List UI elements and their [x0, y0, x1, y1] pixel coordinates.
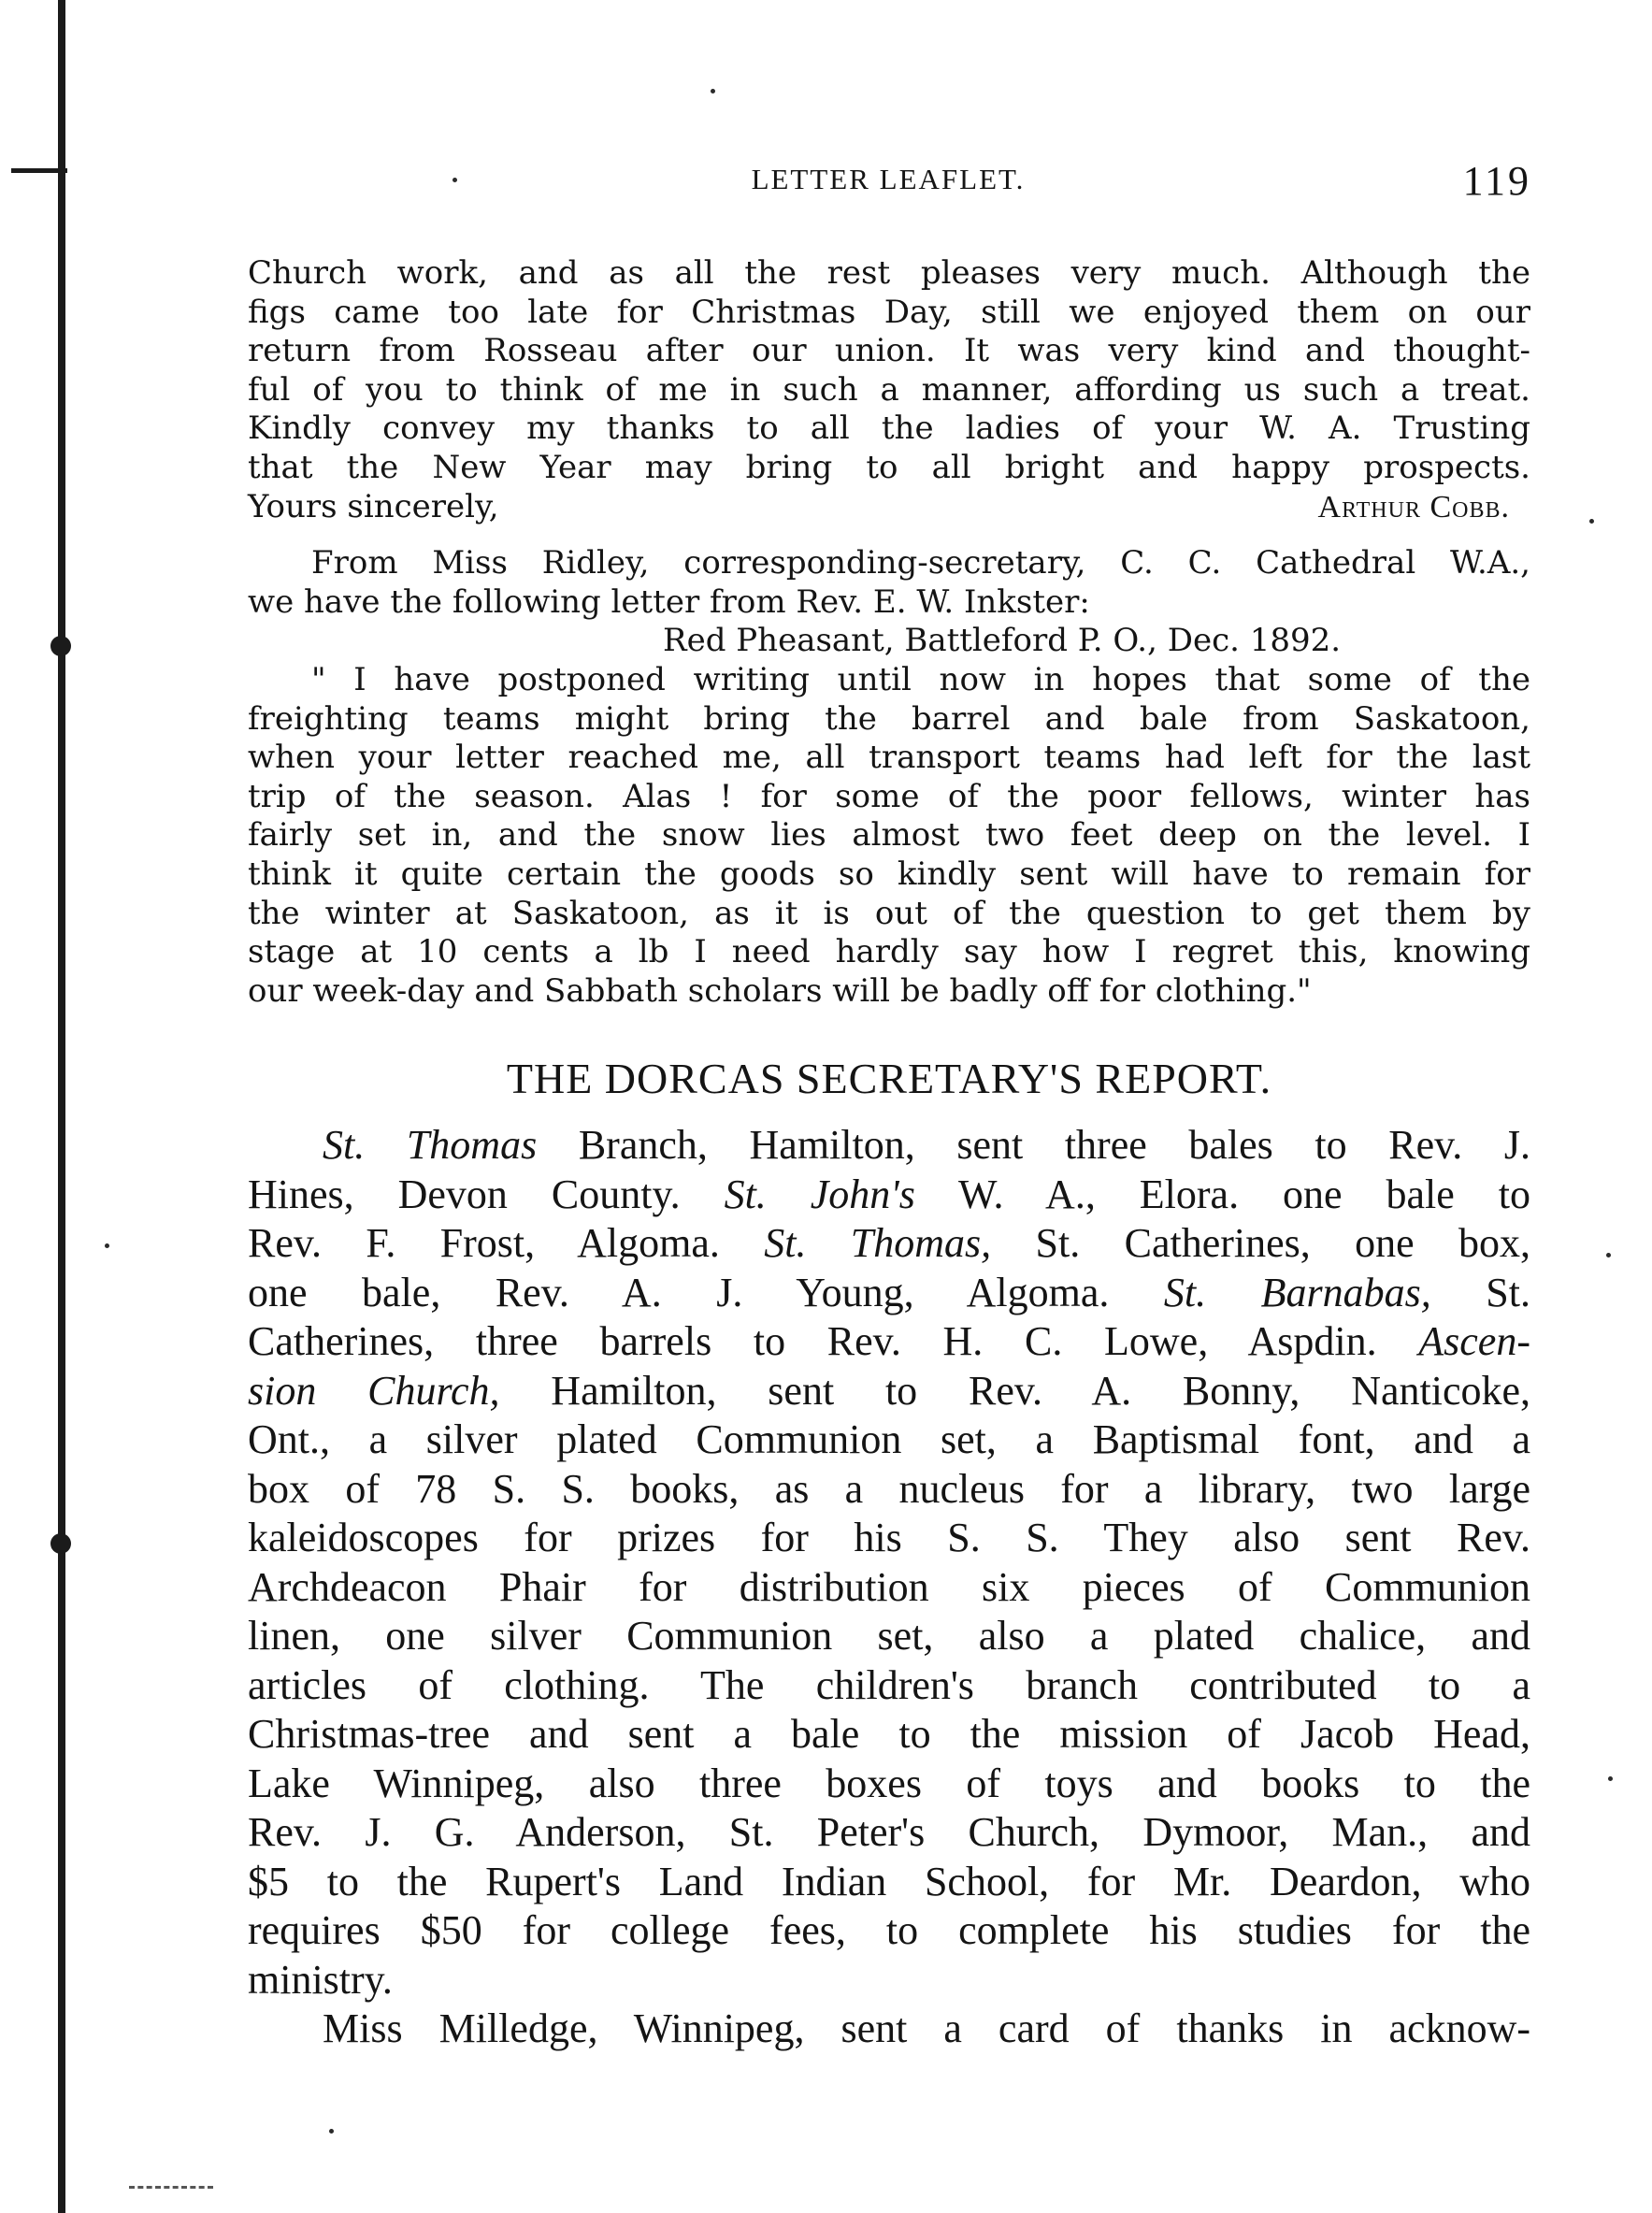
letter-signature: Arthur Cobb.	[1317, 489, 1510, 525]
branch-name: Ascen-	[1418, 1318, 1530, 1364]
report-line: Rev. F. Frost, Algoma. St. Thomas, St. Catherines, one box,	[248, 1220, 1531, 1266]
letter-line: ful of you to think of me in such a manner, affording us such a treat.	[248, 370, 1530, 409]
inkster-letter	[248, 622, 1530, 1011]
binding-mark	[11, 168, 67, 173]
letter-line: our week-day and Sabbath scholars will be badly off for clothing."	[248, 971, 1312, 1010]
letter-signoff	[248, 488, 1530, 527]
binding-blot	[50, 636, 71, 656]
speck	[329, 2129, 334, 2134]
letter-line: the winter at Saskatoon, as it is out of the question to get them by	[248, 894, 1530, 932]
branch-name: St. Barnabas,	[1163, 1269, 1431, 1315]
speck	[1606, 1253, 1611, 1257]
letter-line: Kindly convey my thanks to all the ladies of your W. A. Trusting	[248, 410, 1530, 448]
report-line: Christmas-tree and sent a bale to the mission of Jacob Head,	[248, 1711, 1530, 1757]
speck	[711, 89, 715, 93]
letter-dateline: Red Pheasant, Battleford P. O., Dec. 1892.	[663, 622, 1342, 660]
report-line: Ont., a silver plated Communion set, a Baptismal font, and a	[248, 1416, 1530, 1462]
letter-line: Church work, and as all the rest pleases very much. Although the	[248, 254, 1530, 292]
report-line: Miss Milledge, Winnipeg, sent a card of thanks in acknow-	[323, 2005, 1530, 2051]
intro-paragraph	[248, 544, 1530, 622]
binding-blot	[50, 1533, 71, 1554]
section-heading: THE DORCAS SECRETARY'S REPORT.	[506, 1055, 1272, 1102]
letter-line: fairly set in, and the snow lies almost two feet deep on the level. I	[248, 816, 1530, 855]
letter-line: think it quite certain the goods so kindly sent will have to remain for	[248, 855, 1530, 893]
letter-line: return from Rosseau after our union. It was very kind and thought-	[248, 332, 1530, 370]
intro-line: From Miss Ridley, corresponding-secretary, C. C. Cathedral W.A.,	[311, 544, 1530, 582]
branch-name: sion Church,	[248, 1367, 500, 1414]
report-line: Catherines, three barrels to Rev. H. C. Lowe, Aspdin. Ascen-	[248, 1318, 1530, 1364]
page-header	[243, 158, 1533, 209]
speck	[1589, 519, 1594, 524]
report-line: requires $50 for college fees, to complete his studies for the	[248, 1907, 1530, 1953]
report-line: Hines, Devon County. St. John's W. A., Elora. one bale to	[248, 1171, 1531, 1217]
branch-name: St. Thomas	[323, 1122, 538, 1168]
report-line: Lake Winnipeg, also three boxes of toys and books to the	[248, 1760, 1530, 1806]
report-line: box of 78 S. S. books, as a nucleus for a library, two large	[248, 1465, 1530, 1512]
bottom-dash-mark	[129, 2186, 213, 2189]
branch-name: St. John's	[724, 1171, 915, 1217]
dorcas-report	[248, 1121, 1530, 2054]
page-number: 119	[1462, 158, 1531, 204]
report-line: sion Church, Hamilton, sent to Rev. A. Bonny, Nanticoke,	[248, 1367, 1530, 1414]
report-line: kaleidoscopes for prizes for his S. S. They also sent Rev.	[248, 1515, 1530, 1560]
cobb-letter	[248, 254, 1530, 526]
report-line: St. Thomas Branch, Hamilton, sent three bales to Rev. J.	[323, 1122, 1530, 1168]
branch-name: St. Thomas,	[764, 1220, 992, 1266]
report-line: $5 to the Rupert's Land Indian School, for Mr. Deardon, who	[248, 1858, 1530, 1904]
letter-line: that the New Year may bring to all bright and happy prospects.	[248, 448, 1530, 486]
report-line: one bale, Rev. A. J. Young, Algoma. St. Barnabas, St.	[248, 1269, 1530, 1315]
letter-line: freighting teams might bring the barrel and bale from Saskatoon,	[248, 699, 1530, 738]
running-head: LETTER LEAFLET.	[751, 163, 1026, 195]
binding-edge	[58, 0, 65, 2213]
report-line: linen, one silver Communion set, also a plated chalice, and	[248, 1613, 1530, 1659]
letters-block	[248, 254, 1530, 1011]
intro-line: we have the following letter from Rev. E. W. Inkster:	[248, 582, 1090, 621]
letter-line: trip of the season. Alas ! for some of the poor fellows, winter has	[248, 777, 1530, 815]
letter-line: " I have postponed writing until now in hopes that some of the	[311, 660, 1530, 698]
letter-line: when your letter reached me, all transport teams had left for the last	[248, 739, 1530, 777]
letter-closing: Yours sincerely,	[248, 487, 499, 525]
report-line: articles of clothing. The children's branch contributed to a	[248, 1661, 1530, 1708]
speck	[105, 1243, 109, 1248]
report-line: ministry.	[248, 1956, 393, 2003]
report-line: Rev. J. G. Anderson, St. Peter's Church, Dymoor, Man., and	[248, 1809, 1530, 1855]
report-line: Archdeacon Phair for distribution six pieces of Communion	[248, 1563, 1530, 1610]
letter-line: stage at 10 cents a lb I need hardly say how I regret this, knowing	[248, 933, 1530, 971]
letter-line: figs came too late for Christmas Day, still we enjoyed them on our	[248, 293, 1530, 331]
speck	[1608, 1776, 1613, 1781]
